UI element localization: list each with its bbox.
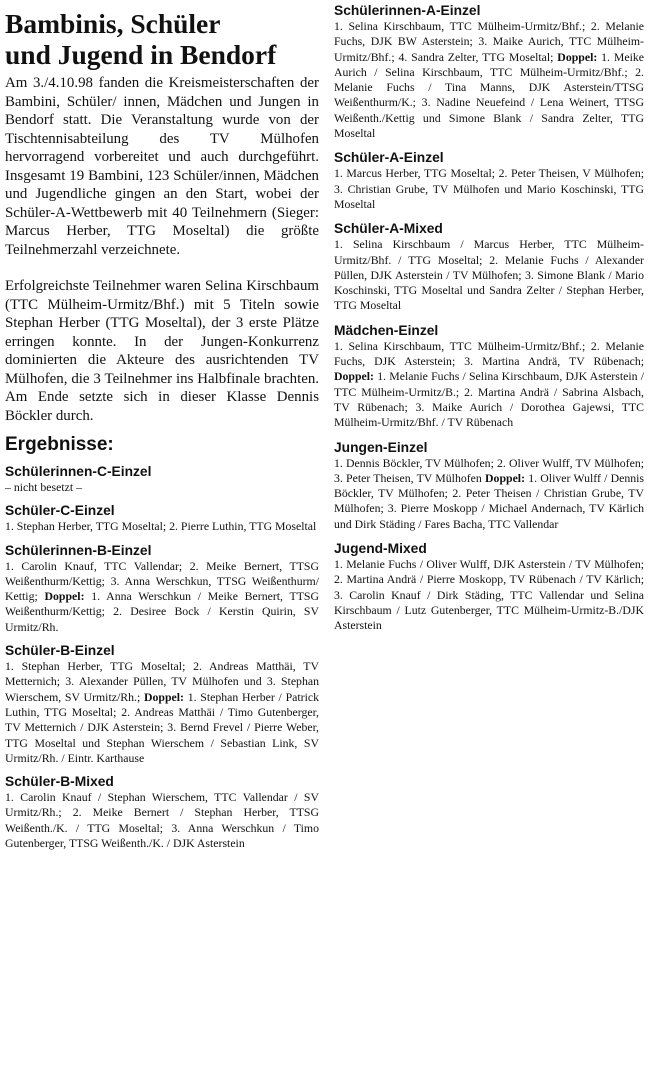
singles-results: 1. Carolin Knauf, TTC Vallendar; 2. Meike Bernert, TTSG Weißenthurm/Kettig; 3. Anna Werschkun, TTSG Weißenthurm/ Kettig; xyxy=(5,558,319,604)
doppel-label: Doppel: xyxy=(557,49,598,64)
doppel-label: Doppel: xyxy=(44,589,85,604)
article-title xyxy=(5,8,319,70)
singles-results: 1. Melanie Fuchs / Oliver Wulff, DJK Asterstein / TV Mülhofen; 2. Martina Andrä / Pierre Moskopp, TV Rübenach / TV Kärlich; 3. Carolin Knauf / Dirk Städing, TTC Vallendar und Selina Kirschbaum / Lutz Gutenberger, TTC Mülheim-Urmitz-B./DJK Asterstein xyxy=(334,557,644,633)
doppel-label: Doppel: xyxy=(334,369,374,384)
result-section-jugend-mixed xyxy=(334,540,644,633)
section-results xyxy=(5,519,319,534)
doppel-results: 1. Meike Aurich / Selina Kirschbaum, TTC Mülheim-Urmitz/Bhf.; 2. Melanie Fuchs / Tina Manns, DJK Asterstein/TTSG Weißenthurm/K.; 3. Nadine Neuefeind / Lena Weinert, TTSG Weißenth./Kettig und Simone Blank / Sandra Zelter, TTG Moseltal xyxy=(334,49,644,141)
results-heading: Ergebnisse: xyxy=(5,434,114,455)
section-heading: Schüler-C-Einzel xyxy=(5,503,115,519)
section-heading: Mädchen-Einzel xyxy=(334,322,439,338)
section-heading: Jugend-Mixed xyxy=(334,541,427,557)
section-results xyxy=(334,237,644,313)
section-results xyxy=(334,456,644,532)
doppel-results: 1. Melanie Fuchs / Selina Kirschbaum, DJK Asterstein / TTC Mülheim-Urmitz/B.; 2. Martina Andrä / Sabrina Alsbach, TV Rübenach; 3. Maike Aurich / Dorothea Gajewsi, TTC Mülheim-Urmitz/Bhf. / TV Rübenach xyxy=(334,369,644,430)
section-heading: Schülerinnen-A-Einzel xyxy=(334,3,481,18)
section-heading: Schüler-A-Einzel xyxy=(334,150,444,166)
section-heading: Schüler-B-Einzel xyxy=(5,643,115,659)
singles-results: 1. Stephan Herber, TTG Moseltal; 2. Andreas Matthäi, TV Metternich; 3. Alexander Püllen, TV Mülhofen und 3. Stephan Wierschem, SV Urmitz/Rh.; xyxy=(5,659,319,704)
section-results xyxy=(334,557,644,633)
left-results-list xyxy=(5,463,319,851)
singles-results: – nicht besetzt – xyxy=(5,480,82,494)
singles-results: 1. Carolin Knauf / Stephan Wierschem, TTC Vallendar / SV Urmitz/Rh.; 2. Meike Bernert / Stephan Herber, TTSG Weißenth./K. / TTG Moseltal; 3. Anna Werschkun / Timo Gutenberger, TTSG Weißenth./K. / DJK Asterstein xyxy=(5,790,319,851)
title-line-1: Bambinis, Schüler xyxy=(5,8,221,39)
doppel-results: 1. Stephan Herber / Patrick Luthin, TTG Moseltal; 2. Andreas Matthäi / Timo Gutenberger, TV Metternich / DJK Asterstein; 3. Bernd Frevel / Pierre Weber, TTG Moseltal und Stephan Wierschem / Sebastian Link, SV Urmitz/Rh. / Eintr. Karthause xyxy=(5,689,319,765)
result-section-schueler-a-mixed xyxy=(334,220,644,313)
result-section-schueler-c-einzel xyxy=(5,502,319,534)
section-results xyxy=(5,480,319,495)
section-heading: Schüler-B-Mixed xyxy=(5,774,114,790)
right-column xyxy=(334,0,644,642)
section-results xyxy=(5,790,319,851)
result-section-maedchen-einzel xyxy=(334,322,644,431)
result-section-schuelerinnen-c-einzel xyxy=(5,463,319,495)
section-heading: Schülerinnen-B-Einzel xyxy=(5,542,152,558)
section-results xyxy=(5,559,319,635)
doppel-label: Doppel: xyxy=(485,470,526,485)
section-results xyxy=(5,659,319,766)
result-section-schueler-b-mixed xyxy=(5,773,319,851)
doppel-label: Doppel: xyxy=(143,689,184,704)
title-line-2: und Jugend in Bendorf xyxy=(5,39,277,70)
section-heading: Schülerinnen-C-Einzel xyxy=(5,464,152,479)
doppel-results: 1. Oliver Wulff / Dennis Böckler, TV Mülhofen; 2. Peter Theisen / Christian Grube, TV Mülhofen; 3. Pierre Moskopp / Michael Andernach, TV Kärlich und Dirk Städing / Fares Bacha, TTC Vallendar xyxy=(334,470,645,531)
intro-paragraph-2: Erfolgreichste Teilnehmer waren Selina Kirschbaum (TTC Mülheim-Urmitz/Bhf.) mit 5 Titeln sowie Stephan Herber (TTG Moseltal), der 3 erste Plätze erringen konnte. In der Jungen-Konkurrenz dominierten die Akteure des ausrichtenden TV Mülhofen, die 3 Teilnehmer ins Halbfinale brachten. Am Ende setzte sich in dieser Klasse Dennis Böckler durch. xyxy=(5,278,319,424)
section-results xyxy=(334,339,644,431)
result-section-schueler-a-einzel xyxy=(334,149,644,212)
singles-results: 1. Selina Kirschbaum, TTC Mülheim-Urmitz/Bhf.; 2. Melanie Fuchs, DJK BW Asterstein; 3. Maike Aurich, TTC Mülheim-Urmitz/Bhf.; 4. Sandra Zelter, TTG Moseltal; xyxy=(334,19,644,64)
doppel-results: 1. Anna Werschkun / Meike Bernert, TTSG Weißenthurm/Kettig; 2. Desiree Bock / Kerstin Quirin, SV Urmitz/Rh. xyxy=(5,589,320,634)
result-section-schueler-b-einzel xyxy=(5,642,319,766)
result-section-schuelerinnen-a-einzel xyxy=(334,2,644,141)
result-section-jungen-einzel xyxy=(334,439,644,532)
right-results-list xyxy=(334,2,644,634)
singles-results: 1. Selina Kirschbaum, TTC Mülheim-Urmitz/Bhf.; 2. Melanie Fuchs, DJK Asterstein; 3. Martina Andrä, TV Rübenach; xyxy=(334,338,644,369)
left-column xyxy=(5,0,319,858)
singles-results: 1. Marcus Herber, TTG Moseltal; 2. Peter Theisen, V Mülhofen; 3. Christian Grube, TV Mülhofen und Mario Koschinski, TTG Moseltal xyxy=(334,166,644,211)
result-section-schuelerinnen-b-einzel xyxy=(5,542,319,635)
section-results xyxy=(334,166,644,212)
singles-results: 1. Selina Kirschbaum / Marcus Herber, TTC Mülheim-Urmitz/Bhf. / TTG Moseltal; 2. Melanie Fuchs / Alexander Püllen, DJK Asterstein / TV Mülhofen; 3. Simone Blank / Mario Koschinski, TTG Moseltal und Sandra Zelter / Stephan Herber, TTG Moseltal xyxy=(334,237,644,313)
section-heading: Jungen-Einzel xyxy=(334,439,428,455)
singles-results: 1. Dennis Böckler, TV Mülhofen; 2. Oliver Wulff, TV Mülhofen; 3. Peter Theisen, TV Mülhofen xyxy=(334,455,644,485)
section-results xyxy=(334,19,644,141)
section-heading: Schüler-A-Mixed xyxy=(334,221,443,237)
singles-results: 1. Stephan Herber, TTG Moseltal; 2. Pierre Luthin, TTG Moseltal xyxy=(5,519,317,534)
intro-paragraph-1: Am 3./4.10.98 fanden die Kreismeisterschaften der Bambini, Schüler/ innen, Mädchen und Jungen in Bendorf statt. Die Veranstaltung wurde von der Tischtennisabteilung des TV Mülhofen hervorragend vorbereitet und auch durchgeführt. Insgesamt 19 Bambini, 123 Schüler/innen, Mädchen und Jugendliche gingen an den Start, wobei der Schüler-A-Wettbewerb mit 40 Teilnehmern (Sieger: Marcus Herber, TTG Moseltal) die größte Teilnehmerzahl verzeichnete. xyxy=(5,75,319,258)
